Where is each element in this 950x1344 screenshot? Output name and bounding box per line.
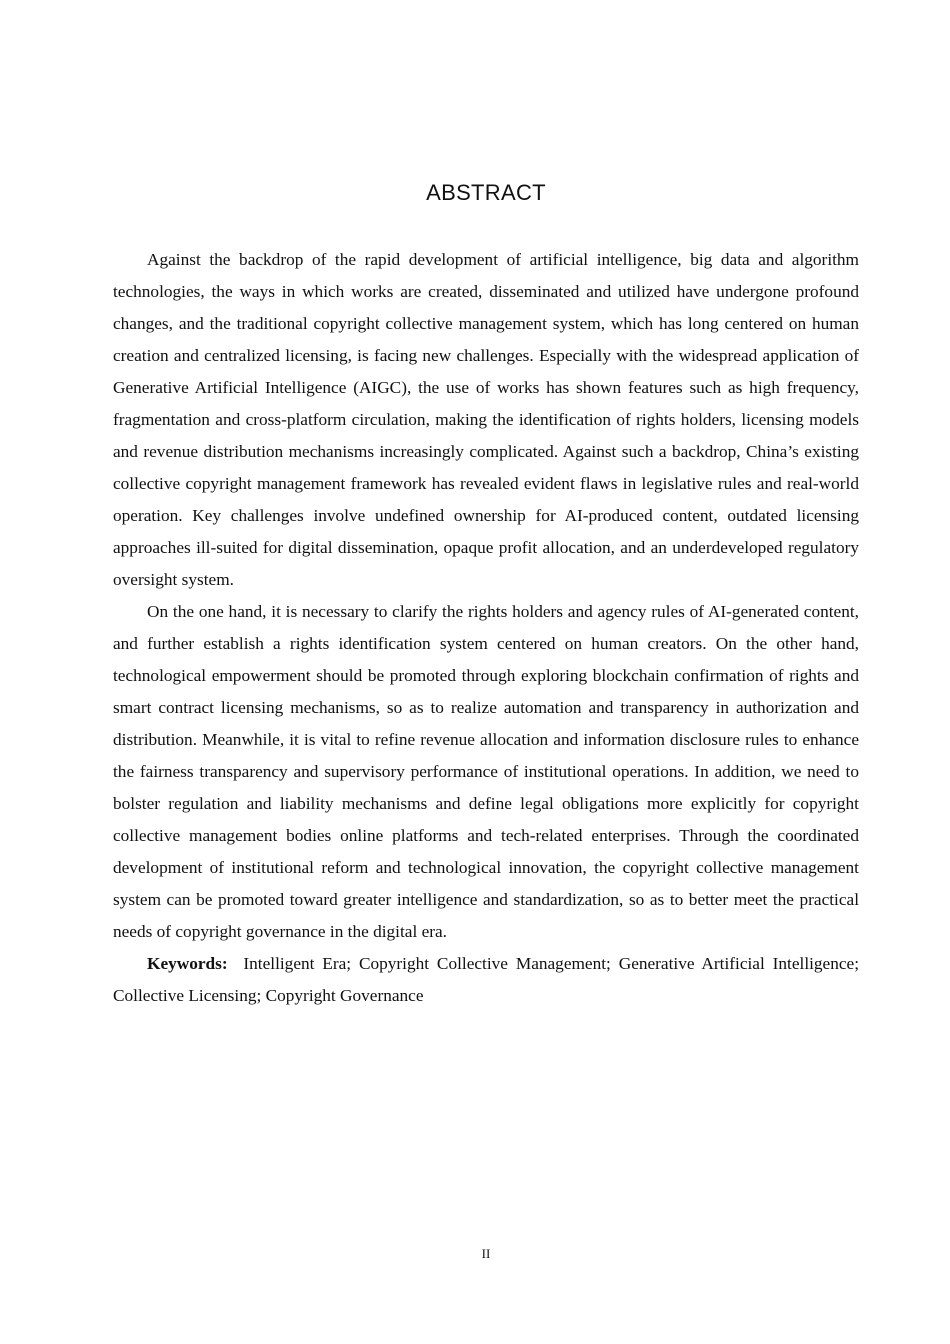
abstract-paragraph-1: Against the backdrop of the rapid development of artificial intelligence, big data and algorithm technologies, the ways in which works are created, disseminated and utilized have undergone profound changes, and the traditional copyright collective management system, which has long centered on human creation and centralized licensing, is facing new challenges. Especially with the widespread application of Generative Artificial Intelligence (AIGC), the use of works has shown features such as high frequency, fragmentation and cross-platform circulation, making the identification of rights holders, licensing models and revenue distribution mechanisms increasingly complicated. Against such a backdrop, China’s existing collective copyright management framework has revealed evident flaws in legislative rules and real-world operation. Key challenges involve undefined ownership for AI-produced content, outdated licensing approaches ill-suited for digital dissemination, opaque profit allocation, and an underdeveloped regulatory oversight system. — [113, 250, 859, 589]
abstract-paragraph-2: On the one hand, it is necessary to clarify the rights holders and agency rules of AI-generated content, and further establish a rights identification system centered on human creators. On the other hand, technological empowerment should be promoted through exploring blockchain confirmation of rights and smart contract licensing mechanisms, so as to realize automation and transparency in authorization and distribution. Meanwhile, it is vital to refine revenue allocation and information disclosure rules to enhance the fairness transparency and supervisory performance of institutional operations. In addition, we need to bolster regulation and liability mechanisms and define legal obligations more explicitly for copyright collective management bodies online platforms and tech-related enterprises. Through the coordinated development of institutional reform and technological innovation, the copyright collective management system can be promoted toward greater intelligence and standardization, so as to better meet the practical needs of copyright governance in the digital era. — [113, 602, 859, 941]
keywords-text: Intelligent Era; Copyright Collective Management; Generative Artificial Intelligence; Collective Licensing; Copyright Governance — [113, 954, 860, 1005]
abstract-title: ABSTRACT — [426, 180, 546, 205]
abstract-body — [113, 244, 859, 1012]
keywords-label: Keywords: — [147, 954, 228, 973]
page-number: II — [481, 1246, 491, 1261]
keywords-line — [113, 948, 859, 1012]
